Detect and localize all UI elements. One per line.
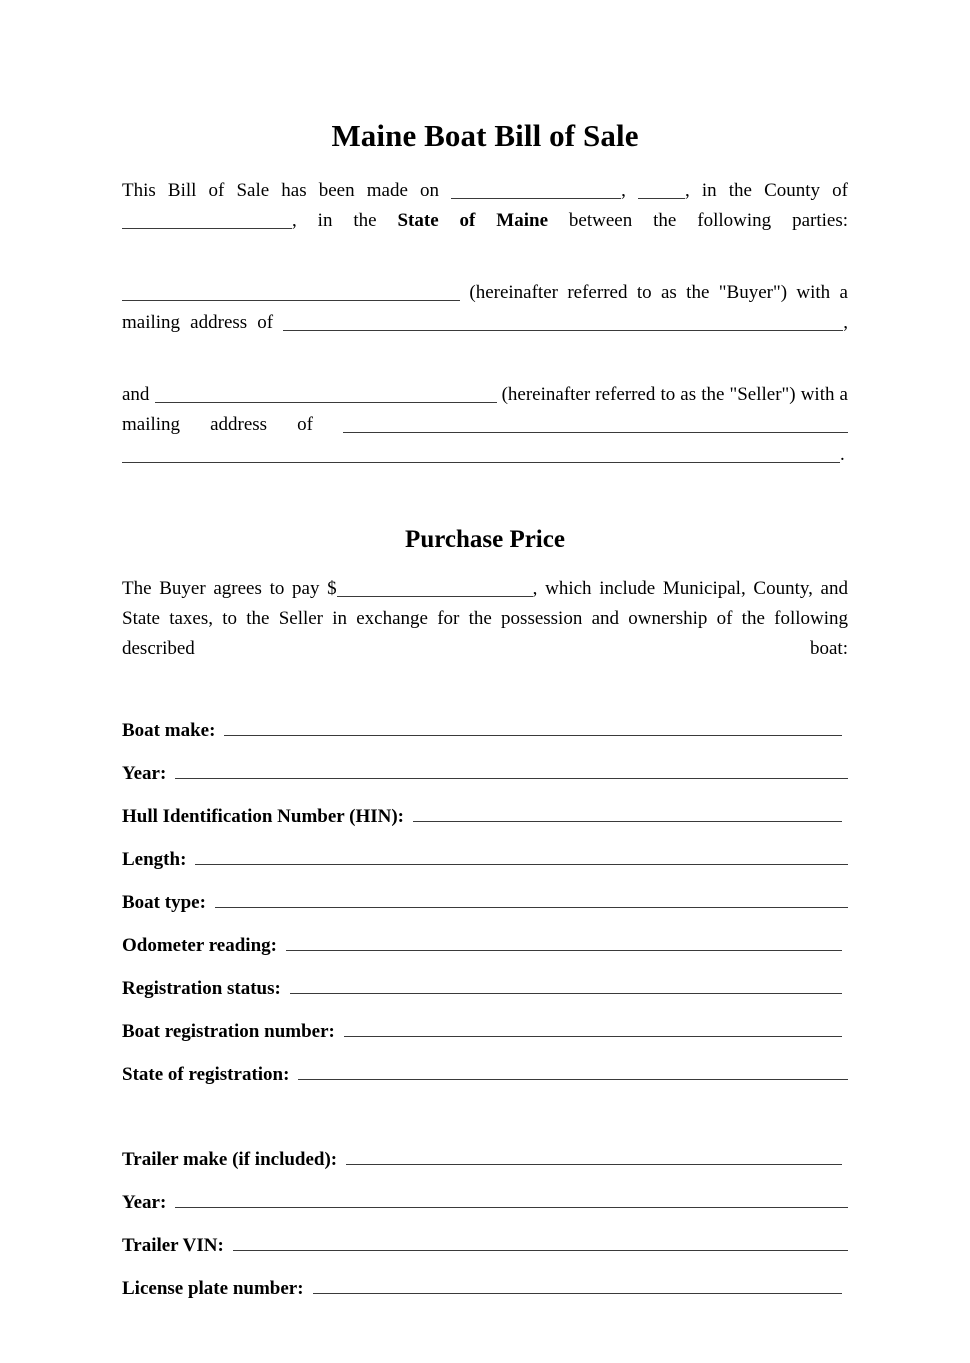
field-label: Year: — [122, 763, 167, 785]
year-blank[interactable] — [638, 183, 685, 199]
section-spacer — [122, 1107, 848, 1149]
field-input-blank[interactable] — [313, 1280, 842, 1294]
field-input-blank[interactable] — [195, 851, 848, 865]
field-boat-registration-number — [122, 1021, 848, 1043]
field-label: State of registration: — [122, 1064, 290, 1086]
field-input-blank[interactable] — [344, 1023, 842, 1037]
field-boat-make — [122, 720, 848, 742]
buyer-trailing-comma: , — [843, 311, 848, 333]
field-input-blank[interactable] — [413, 808, 842, 822]
field-input-blank[interactable] — [175, 1194, 848, 1208]
field-label: Boat type: — [122, 892, 206, 914]
field-label: License plate number: — [122, 1278, 304, 1300]
field-state-of-registration — [122, 1064, 848, 1086]
field-label: Trailer make (if included): — [122, 1149, 338, 1171]
field-label: Boat registration number: — [122, 1021, 335, 1043]
buyer-text: (hereinafter referred to as the "Buyer") with a mailing address of — [122, 281, 848, 333]
field-input-blank[interactable] — [346, 1151, 842, 1165]
field-label: Registration status: — [122, 978, 281, 1000]
field-input-blank[interactable] — [233, 1237, 848, 1251]
field-label: Odometer reading: — [122, 935, 277, 957]
field-length — [122, 849, 848, 871]
field-input-blank[interactable] — [286, 937, 842, 951]
field-label: Length: — [122, 849, 187, 871]
buyer-name-blank[interactable] — [122, 285, 460, 301]
document-content — [122, 118, 848, 1321]
intro-text-part5: between the following parties: — [548, 209, 848, 231]
field-input-blank[interactable] — [224, 722, 842, 736]
seller-address-blank-line2[interactable] — [122, 447, 840, 463]
seller-address-blank-line1[interactable] — [343, 417, 848, 433]
state-of-maine-text: State of Maine — [397, 209, 549, 231]
seller-trailing-period: . — [840, 443, 845, 465]
intro-text-part4: , in the — [292, 209, 398, 231]
field-label: Boat make: — [122, 720, 216, 742]
seller-lead-text: and — [122, 383, 155, 405]
field-boat-year — [122, 763, 848, 785]
seller-name-blank[interactable] — [155, 387, 497, 403]
purchase-price-paragraph — [122, 574, 848, 694]
buyer-address-blank[interactable] — [283, 315, 843, 331]
field-input-blank[interactable] — [290, 980, 842, 994]
field-trailer-year — [122, 1192, 848, 1214]
field-input-blank[interactable] — [175, 765, 848, 779]
field-boat-type — [122, 892, 848, 914]
field-label: Trailer VIN: — [122, 1235, 224, 1257]
field-input-blank[interactable] — [215, 894, 848, 908]
date-blank[interactable] — [451, 183, 621, 199]
field-hull-identification-number — [122, 806, 848, 828]
intro-text-part3: , in the County of — [685, 179, 848, 201]
trailer-details-fields — [122, 1149, 848, 1300]
purchase-price-text-part1: The Buyer agrees to pay $ — [122, 578, 337, 600]
field-license-plate-number — [122, 1278, 848, 1300]
seller-text: (hereinafter referred to as the "Seller") with a mailing address of — [122, 383, 848, 435]
field-trailer-make — [122, 1149, 848, 1171]
purchase-amount-blank[interactable] — [337, 581, 533, 597]
county-blank[interactable] — [122, 213, 292, 229]
intro-paragraph — [122, 176, 848, 266]
page-title: Maine Boat Bill of Sale — [331, 118, 639, 153]
field-trailer-vin — [122, 1235, 848, 1257]
field-odometer-reading — [122, 935, 848, 957]
purchase-price-text-part2: , which include Municipal, County, and State taxes, to the Seller in exchange for the possession and ownership of the following described boat: — [122, 578, 848, 660]
field-label: Hull Identification Number (HIN): — [122, 806, 405, 828]
buyer-paragraph — [122, 278, 848, 368]
seller-paragraph — [122, 380, 848, 500]
field-label: Year: — [122, 1192, 167, 1214]
boat-details-fields — [122, 720, 848, 1086]
purchase-price-heading: Purchase Price — [405, 525, 565, 553]
field-input-blank[interactable] — [298, 1066, 848, 1080]
intro-text-part2: , — [621, 179, 638, 201]
field-registration-status — [122, 978, 848, 1000]
intro-text-part1: This Bill of Sale has been made on — [122, 179, 452, 201]
